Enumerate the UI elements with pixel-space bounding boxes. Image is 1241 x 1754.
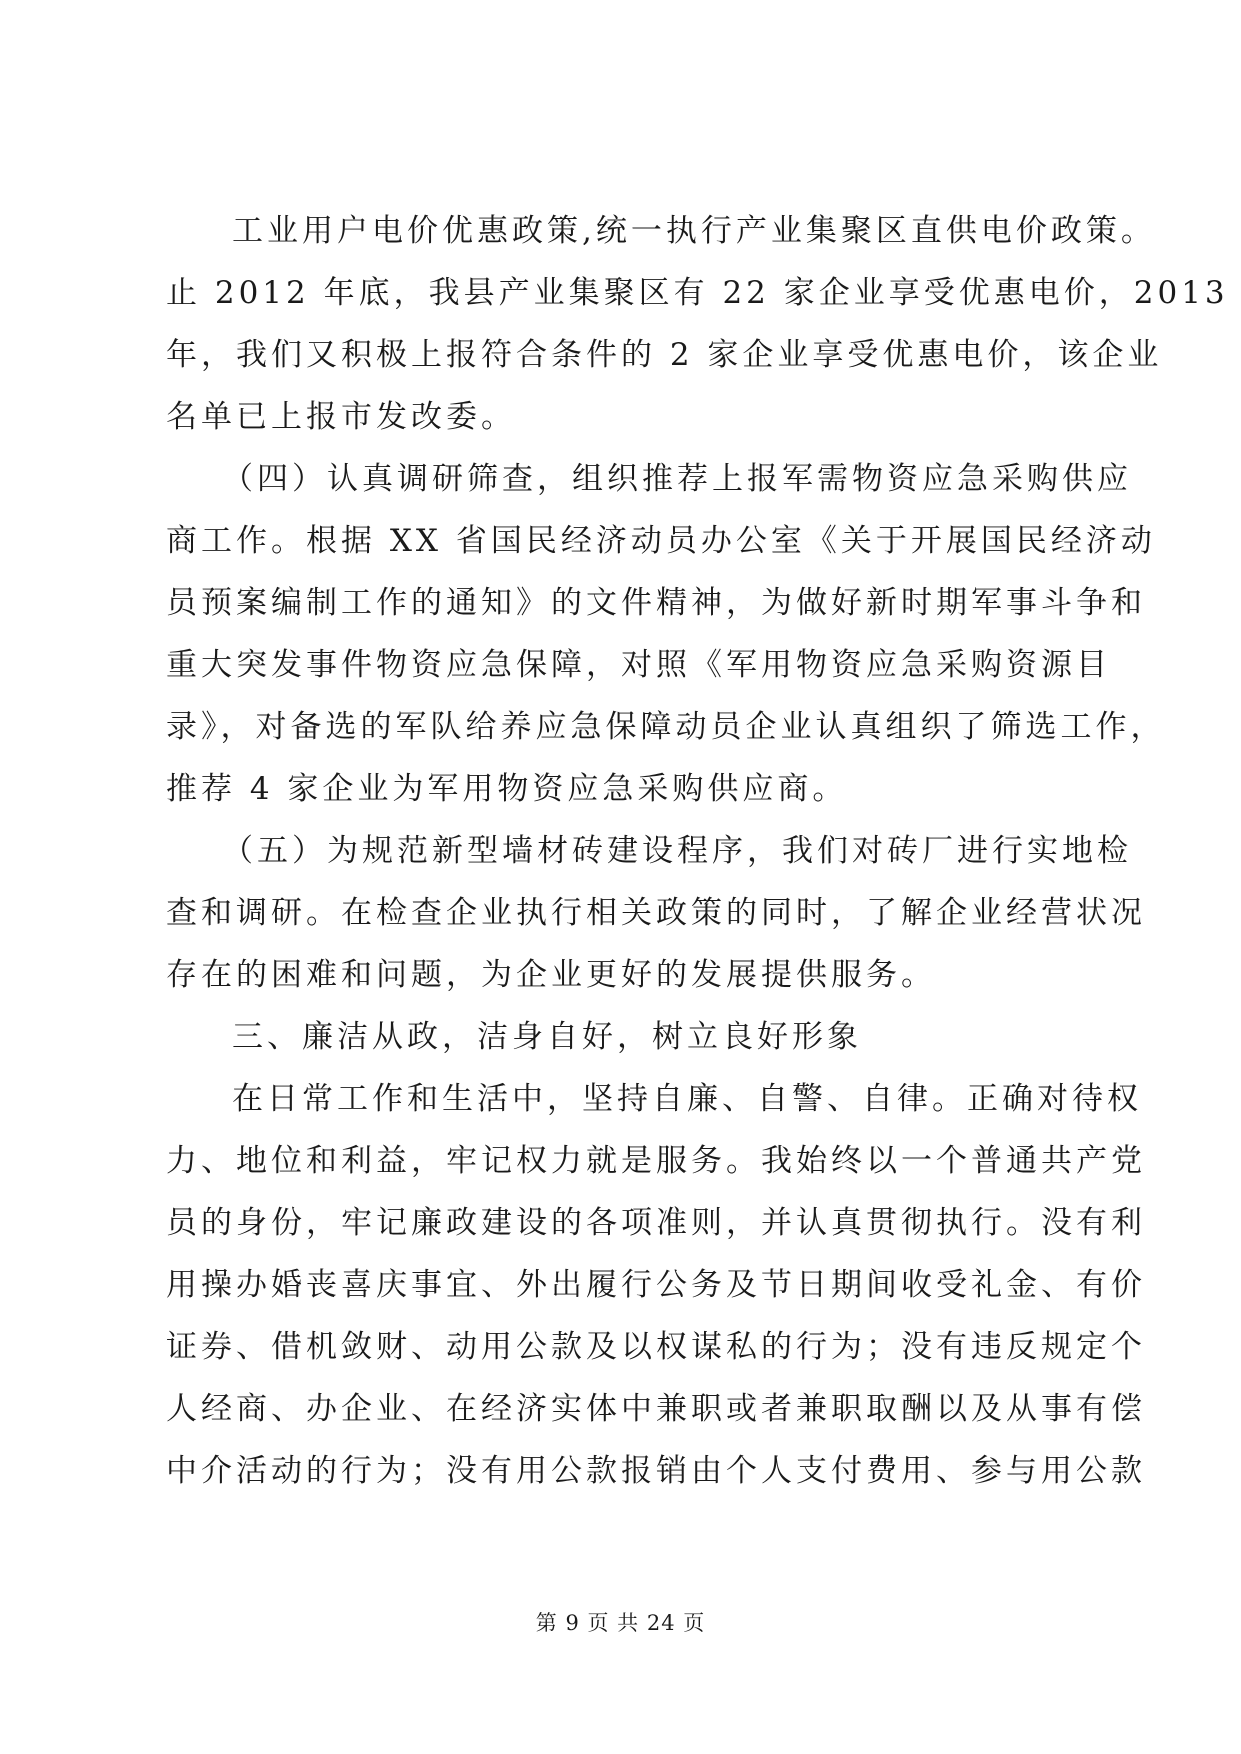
- section-heading-three: 三、廉洁从政，洁身自好，树立良好形象: [232, 1019, 862, 1055]
- paragraph-line: 在日常工作和生活中，坚持自廉、自警、自律。正确对待权: [232, 1081, 1142, 1117]
- paragraph-line: 人经商、办企业、在经济实体中兼职或者兼职取酬以及从事有偿: [166, 1391, 1146, 1427]
- paragraph-line: 重大突发事件物资应急保障，对照《军用物资应急采购资源目: [166, 647, 1111, 683]
- paragraph-line: 录》，对备选的军队给养应急保障动员企业认真组织了筛选工作，: [166, 709, 1166, 745]
- section-heading-four: （四）认真调研筛查，组织推荐上报军需物资应急采购供应: [222, 461, 1132, 497]
- paragraph-line: 存在的困难和问题，为企业更好的发展提供服务。: [166, 957, 936, 993]
- paragraph-line: 止 2012 年底，我县产业集聚区有 22 家企业享受优惠电价，2013: [166, 275, 1229, 311]
- paragraph-line: 力、地位和利益，牢记权力就是服务。我始终以一个普通共产党: [166, 1143, 1146, 1179]
- paragraph-line: 员预案编制工作的通知》的文件精神，为做好新时期军事斗争和: [166, 585, 1146, 621]
- paragraph-line: 工业用户电价优惠政策,统一执行产业集聚区直供电价政策。: [232, 213, 1156, 249]
- paragraph-line: 推荐 4 家企业为军用物资应急采购供应商。: [166, 771, 848, 807]
- paragraph-line: 商工作。根据 XX 省国民经济动员办公室《关于开展国民经济动: [166, 523, 1156, 559]
- paragraph-line: 中介活动的行为；没有用公款报销由个人支付费用、参与用公款: [166, 1453, 1146, 1489]
- paragraph-line: 名单已上报市发改委。: [166, 399, 516, 435]
- paragraph-line: 员的身份，牢记廉政建设的各项准则，并认真贯彻执行。没有利: [166, 1205, 1146, 1241]
- paragraph-line: 用操办婚丧喜庆事宜、外出履行公务及节日期间收受礼金、有价: [166, 1267, 1146, 1303]
- paragraph-line: 证券、借机敛财、动用公款及以权谋私的行为；没有违反规定个: [166, 1329, 1146, 1365]
- paragraph-line: 查和调研。在检查企业执行相关政策的同时，了解企业经营状况: [166, 895, 1146, 931]
- document-body: [166, 200, 1229, 1502]
- paragraph-line: 年，我们又积极上报符合条件的 2 家企业享受优惠电价，该企业: [166, 337, 1163, 373]
- section-heading-five: （五）为规范新型墙材砖建设程序，我们对砖厂进行实地检: [222, 833, 1132, 869]
- page-number-footer: 第 9 页 共 24 页: [535, 1611, 706, 1635]
